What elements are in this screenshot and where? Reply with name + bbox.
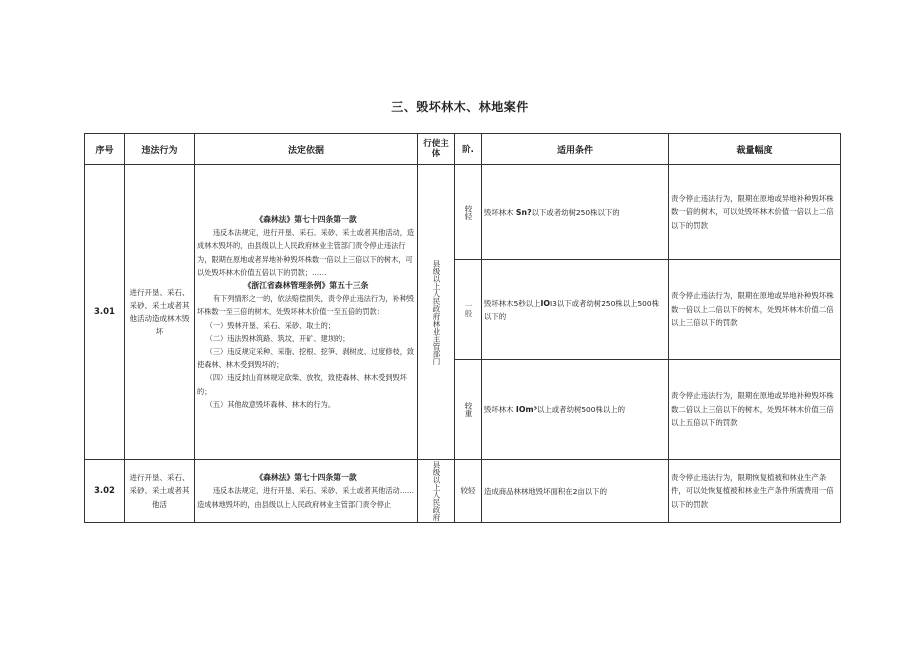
law2-title: 《浙江省森林管理条例》第五十三条 [243,280,369,290]
row1-stage-2: 一般 [464,302,473,317]
row1-authority: 县级以上人民政府林业主管部门 [432,259,441,365]
law2-item: （三）违反规定采种、采脂、挖根、挖笋、剥树皮、过度修枝，致使森林、林木受到毁坏的； [197,347,415,370]
law2-item: （一）毁林开垦、采石、采砂、取土的； [205,320,336,330]
condition-text: 以上或者幼树500株以上的 [537,405,626,414]
row2-seq: 3.02 [85,460,125,523]
row1-condition-1 [482,165,669,260]
row2-law-text: 违反本法规定，进行开垦、采石、采砂、采土或者其他活动……造成林地毁坏的，由县级以上人民政府林业主管部门责令停止 [197,486,415,509]
law2-item: （二）违法毁林筑路、筑坟、开矿、建坝的； [205,333,350,343]
row1-penalty-3: 责令停止违法行为，限期在原地或异地补种毁坏株数二倍以上三倍以下的树木，处毁坏林木价值三倍以上五倍以下的罚款 [669,360,841,460]
condition-text: I3以下或者幼树250株以上500株以下的 [484,298,659,321]
row2-legal-basis [195,460,418,523]
law1-title: 《森林法》第七十四条第一款 [255,214,357,224]
law1-text: 违反本法规定，进行开垦、采石、采砂、采土或者其他活动，造成林木毁坏的，由县级以上人民政府林业主管部门责令停止违法行为，限期在原地或者异地补种毁坏株数一倍以上三倍以下的树木，可以处毁坏林木价值五倍以下的罚款；…… [197,228,415,277]
row1-legal-basis [195,165,418,460]
row2-stage: 较轻 [455,460,482,523]
row2-violation: 进行开垦、采石、采砂、采土或者其他活 [125,460,195,523]
row1-stage-cell [455,165,482,260]
row1-stage-cell [455,360,482,460]
header-penalty: 裁量幅度 [669,134,841,165]
condition-text: 毁坏林木5秒以上 [484,298,541,308]
table-row [85,460,841,523]
case-table [84,133,841,523]
header-stage: 阶. [455,134,482,165]
condition-text: 毁坏林木 [484,405,516,414]
header-basis: 法定依据 [195,134,418,165]
table-row [85,165,841,260]
row1-condition-2 [482,260,669,360]
law2-item: （四）违反封山育林规定砍柴、放牧，致使森林、林木受到毁坏的； [197,373,407,396]
condition-text: 以下或者幼树250株以下的 [531,207,620,217]
row1-penalty-1: 责令停止违法行为，限期在原地或异地补种毁坏株数一倍的树木，可以处毁坏林木价值一倍以上二倍以下的罚款 [669,165,841,260]
condition-text: 毁坏林木 [484,207,516,217]
page-title: 三、毁坏林木、林地案件 [391,100,529,114]
header-condition: 适用条件 [482,134,669,165]
row2-authority-cell [418,460,455,523]
condition-value: IOm³ [515,405,537,414]
condition-value: Sn? [515,207,532,217]
row1-condition-3 [482,360,669,460]
row2-law-title: 《森林法》第七十四条第一款 [255,473,357,483]
row1-stage-1: 较轻 [464,204,473,220]
row1-seq: 3.01 [85,165,125,460]
law2-text: 有下列情形之一的，依法赔偿损失，责令停止违法行为，补种毁坏株数一至三倍的树木，处毁坏林木价值一至五倍的罚款： [197,294,415,317]
row1-stage-cell [455,260,482,360]
law2-item: （五）其他故意毁坏森林、林木的行为。 [205,399,336,409]
header-row [85,134,841,165]
row1-violation: 进行开垦、采石、采砂、采土或者其他活动造成林木毁坏 [125,165,195,460]
row1-authority-cell [418,165,455,460]
header-violation: 违法行为 [125,134,195,165]
row2-penalty: 责令停止违法行为，限期恢复植被和林业生产条件，可以处恢复植被和林业生产条件所需费用一倍以下的罚款 [669,460,841,523]
row2-condition: 造成商品林林地毁坏面积在2亩以下的 [482,460,669,523]
condition-value: IO [540,298,550,308]
row1-penalty-2: 责令停止违法行为，限期在原地或异地补种毁坏株数一倍以上二倍以下的树木，处毁坏林木价值二倍以上三倍以下的罚款 [669,260,841,360]
row1-stage-3: 较重 [464,402,473,417]
row2-authority: 县级以上人民政府 [432,461,441,521]
header-seq: 序号 [85,134,125,165]
header-authority: 行使主体 [418,134,455,165]
